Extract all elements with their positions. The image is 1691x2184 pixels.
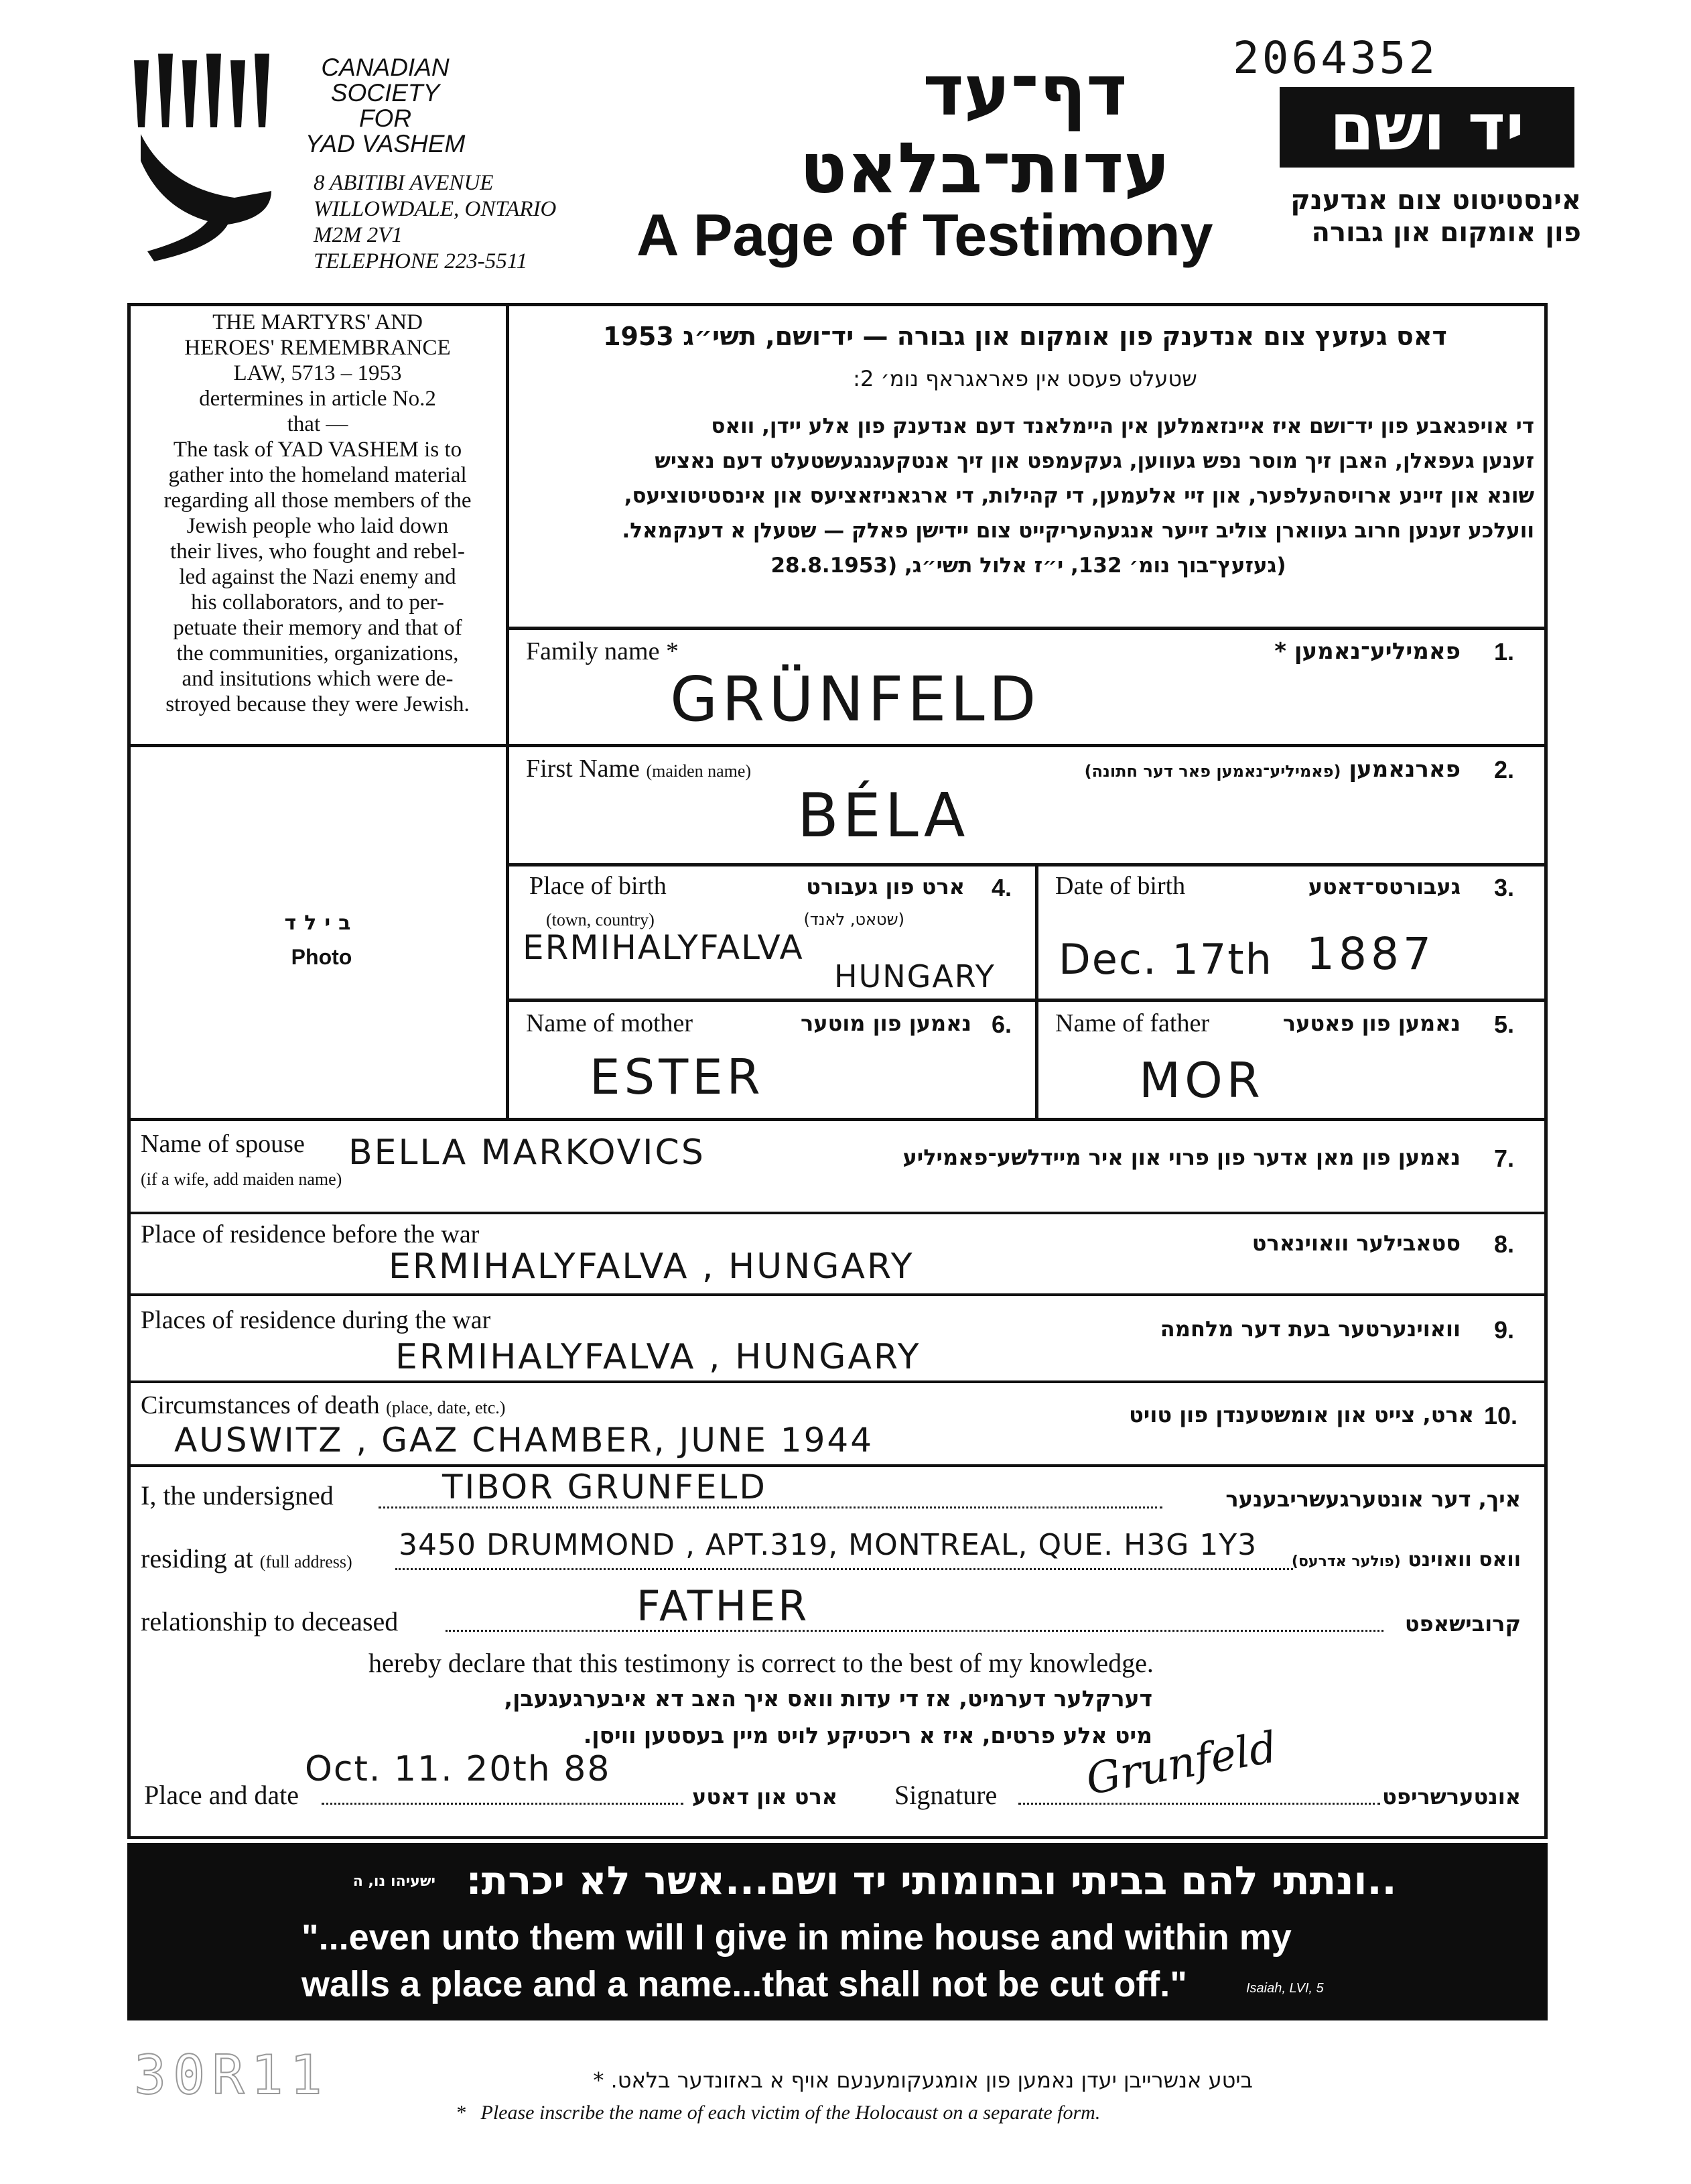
father-name-label-yiddish: נאמען פון פאטער: [1282, 1011, 1461, 1036]
declaration-yiddish-2: מיט אלע פרטים, איז א ריכטיקע לויט מיין בעסטען וויסן.: [583, 1722, 1152, 1748]
place-of-birth-yiddish-small: (שטאט, לאנד): [803, 910, 904, 929]
law-text-line: and insitutions which were de-: [182, 667, 454, 691]
law-yiddish-line: שונא און זיינע ארויסהעלפער, און זיי אלעמען, די קהילות, די ארגאניזאציעס און אינסטיטוציעס,: [624, 484, 1534, 508]
law-text-line: his collaborators, and to per-: [191, 590, 444, 615]
first-name-value[interactable]: BÉLA: [797, 781, 969, 851]
residing-label-small: (full address): [259, 1552, 352, 1571]
law-title-line: HEROES' REMEMBRANCE: [184, 336, 451, 360]
first-name-label-small: (maiden name): [646, 761, 752, 781]
death-label-text: Circumstances of death: [141, 1391, 380, 1419]
spouse-label-small: (if a wife, add maiden name): [141, 1169, 342, 1189]
field-number: 3.: [1494, 874, 1515, 901]
law-yiddish-line: די אויפגאבע פון יד־ושם איז איינזאמלען אין היימלאנד דעם אנדענק פון אלע יידן, וואס: [711, 414, 1534, 438]
place-date-label-yiddish: ארט און דאטע: [692, 1784, 837, 1809]
photo-label-yiddish: בילד: [284, 911, 359, 935]
father-name-value[interactable]: MOR: [1139, 1052, 1264, 1108]
menorah-logo: [127, 54, 288, 268]
title-yiddish-2: עדות־בלאט: [799, 127, 1170, 209]
society-address: [314, 170, 556, 275]
mother-name-label: Name of mother: [526, 1009, 693, 1037]
residing-yiddish-small: (פולער אדרעס): [1291, 1553, 1401, 1570]
law-text-line: The task of YAD VASHEM is to: [173, 438, 462, 462]
law-text-line: the communities, organizations,: [176, 641, 459, 665]
address-line: 8 ABITIBI AVENUE: [314, 171, 494, 195]
signature-value[interactable]: Grunfeld: [1082, 1722, 1281, 1805]
law-yiddish-subtitle: שטעלט פעסט אין פאראגראף נומ׳ 2:: [853, 366, 1197, 391]
signature-label: Signature: [894, 1780, 998, 1810]
banner-english-2: walls a place and a name...that shall not be cut off.": [301, 1964, 1187, 2004]
field-number: 2.: [1494, 756, 1515, 783]
law-text-line: petuate their memory and that of: [173, 616, 462, 640]
first-name-label-yiddish: [971, 756, 1461, 783]
place-of-birth-value[interactable]: ERMIHALYFALVA: [523, 928, 804, 967]
law-title-line: LAW, 5713 – 1953: [233, 361, 402, 385]
undersigned-label: I, the undersigned: [141, 1480, 334, 1511]
law-yiddish-title: דאס געזעץ צום אנדענק פון אומקום און גבורה — יד־ושם, תשי״ג 1953: [603, 322, 1447, 351]
place-of-birth-label-small: (town, country): [546, 910, 655, 929]
field-number: 9.: [1494, 1316, 1515, 1344]
signature-label-yiddish: אונטערשריפט: [1382, 1784, 1521, 1809]
footer-yiddish-text: ביטע אנשרייבן יעדן נאמען פון אומגעקומענעם אויף א באזונדער בלאט.: [610, 2067, 1253, 2093]
place-date-label: Place and date: [144, 1780, 299, 1810]
law-yiddish-line: (געזעץ־בוך נומ׳ 132, י״ז אלול תשי״ג, (28.8.1953: [770, 554, 1286, 578]
field-number: 1.: [1494, 638, 1515, 665]
field-number: 5.: [1494, 1011, 1515, 1038]
declaration-yiddish-1: דערקלער דערמיט, אז די עדות וואס איך האב דא איבערגעגעבן,: [504, 1685, 1152, 1712]
mother-name-label-yiddish: נאמען פון מוטער: [801, 1011, 971, 1036]
quote-banner: [127, 1843, 1548, 2020]
banner-hebrew-ref: ישעיהו נו, ה: [352, 1873, 435, 1890]
place-of-birth-value-2[interactable]: HUNGARY: [834, 958, 996, 994]
relationship-label-yiddish: קרובישאפט: [1404, 1611, 1521, 1636]
date-of-birth-year[interactable]: 1887: [1306, 928, 1435, 980]
society-line: CANADIAN: [321, 54, 450, 81]
footer-english: * Please inscribe the name of each victim of the Holocaust on a separate form.: [456, 2102, 1101, 2124]
address-line: WILLOWDALE, ONTARIO: [314, 197, 557, 221]
first-name-yiddish-text: פארנאמען: [1349, 756, 1461, 783]
society-name: [301, 55, 469, 157]
residence-during-value[interactable]: ERMIHALYFALVA , HUNGARY: [395, 1337, 921, 1377]
law-text-line: that —: [287, 412, 348, 436]
law-text-line: stroyed because they were Jewish.: [165, 692, 470, 716]
first-name-label: [526, 754, 751, 783]
mother-name-value[interactable]: ESTER: [590, 1049, 764, 1105]
law-title-line: THE MARTYRS' AND: [212, 310, 423, 334]
footer-english-text: Please inscribe the name of each victim of the Holocaust on a separate form.: [480, 2102, 1101, 2124]
residence-before-value[interactable]: ERMIHALYFALVA , HUNGARY: [389, 1246, 915, 1287]
residence-during-label-yiddish: וואוינערטער בעת דער מלחמה: [1160, 1316, 1461, 1342]
law-text-line: their lives, who fought and rebel-: [170, 539, 465, 564]
declaration-statement: hereby declare that this testimony is correct to the best of my knowledge.: [368, 1648, 1154, 1678]
law-text-line: Jewish people who laid down: [186, 514, 449, 538]
law-text-line: gather into the homeland material: [168, 463, 467, 487]
relationship-value[interactable]: FATHER: [636, 1582, 810, 1630]
institute-line-2: פון אומקום און גבורה: [1311, 217, 1581, 248]
residence-before-label-yiddish: סטאבילער וואוינארט: [1252, 1230, 1461, 1256]
law-yiddish-body: [523, 409, 1534, 583]
field-number: 4.: [992, 874, 1012, 901]
date-of-birth-label-yiddish: געבורטס־דאטע: [1308, 874, 1461, 899]
relationship-label: relationship to deceased: [141, 1606, 399, 1636]
law-yiddish-line: זענען געפאלן, האבן זיך מוסר נפש געווען, געקעמפט און זיך אנטקעגנגעשטעלט דעם נאציש: [655, 449, 1534, 473]
place-of-birth-label-yiddish: ארט פון געבורט: [806, 874, 965, 899]
undersigned-label-yiddish: איך, דער אונטערגעשריבענער: [1225, 1486, 1521, 1512]
spouse-value[interactable]: BELLA MARKOVICS: [348, 1133, 705, 1173]
residing-yiddish-text: וואס וואוינט: [1408, 1548, 1521, 1571]
death-label: [141, 1391, 505, 1420]
society-line: YAD VASHEM: [305, 130, 466, 157]
residing-label: [141, 1543, 352, 1574]
family-name-value[interactable]: GRÜNFELD: [670, 663, 1040, 735]
residing-label-text: residing at: [141, 1543, 253, 1573]
law-text-line: led against the Nazi enemy and: [179, 565, 456, 589]
law-yiddish-line: וועלכע זענען חרוב געווארן צוליב זייער אנגעהעריקייט צום יידישן פאלק — שטעלן א דענקמאל.: [622, 519, 1534, 543]
field-number: 8.: [1494, 1230, 1515, 1258]
residence-before-label: Place of residence before the war: [141, 1220, 480, 1248]
society-line: SOCIETY: [330, 79, 440, 107]
family-name-label: Family name *: [526, 637, 679, 665]
archive-stamp: 30R11: [134, 2044, 329, 2106]
document-number: 2064352: [1233, 32, 1438, 84]
first-name-label-text: First Name: [526, 755, 640, 783]
banner-english-1: "...even unto them will I give in mine house and within my: [301, 1917, 1292, 1957]
undersigned-value[interactable]: TIBOR GRUNFELD: [442, 1468, 767, 1506]
date-of-birth-label: Date of birth: [1055, 872, 1186, 900]
place-of-birth-label: Place of birth: [529, 872, 667, 900]
banner-hebrew: ..ונתתי להם בביתי ובחומותי יד ושם...אשר לא יכרת:: [466, 1858, 1397, 1903]
society-line: FOR: [358, 105, 412, 132]
death-value[interactable]: AUSWITZ , GAZ CHAMBER, JUNE 1944: [174, 1421, 874, 1460]
family-name-label-yiddish: פאמיליע־נאמען *: [1274, 638, 1461, 665]
death-label-yiddish: ארט, צייט און אומשטענדן פון טויט: [1129, 1402, 1474, 1427]
title-english: A Page of Testimony: [636, 202, 1213, 268]
photo-label: Photo: [291, 945, 352, 969]
field-number: 7.: [1494, 1145, 1515, 1172]
law-text-line: regarding all those members of the: [163, 489, 472, 513]
title-yiddish-1: דף־עד: [923, 50, 1128, 131]
yad-vashem-logo: יד ושם: [1280, 87, 1574, 168]
field-number: 10.: [1484, 1402, 1518, 1429]
address-line: TELEPHONE 223-5511: [314, 249, 528, 273]
law-box: [141, 310, 494, 717]
place-date-value[interactable]: Oct. 11. 20th 88: [305, 1749, 611, 1789]
death-label-small: (place, date, etc.): [386, 1398, 506, 1417]
field-number: 6.: [992, 1011, 1012, 1038]
residence-during-label: Places of residence during the war: [141, 1306, 491, 1334]
first-name-yiddish-small: (פאמיליע־נאמען פאר דער חתונה): [1084, 762, 1341, 781]
spouse-label-yiddish: נאמען פון מאן אדער פון פרוי און איר מיידלשע־פאמיליע: [902, 1145, 1461, 1170]
law-text-line: dertermines in article No.2: [199, 387, 436, 411]
spouse-label: Name of spouse: [141, 1130, 305, 1158]
date-of-birth-value[interactable]: Dec. 17th: [1059, 935, 1273, 984]
institute-line-1: אינסטיטוט צום אנדענק: [1290, 185, 1581, 216]
address-line: M2M 2V1: [314, 223, 403, 247]
residing-value[interactable]: 3450 DRUMMOND , APT.319, MONTREAL, QUE. H3G 1Y3: [399, 1528, 1258, 1562]
banner-english-ref: Isaiah, LVI, 5: [1246, 1981, 1324, 1996]
footer-yiddish: ביטע אנשרייבן יעדן נאמען פון אומגעקומענעם אויף א באזונדער בלאט. *: [593, 2067, 1253, 2093]
residing-label-yiddish: [1273, 1548, 1521, 1571]
father-name-label: Name of father: [1055, 1009, 1209, 1037]
